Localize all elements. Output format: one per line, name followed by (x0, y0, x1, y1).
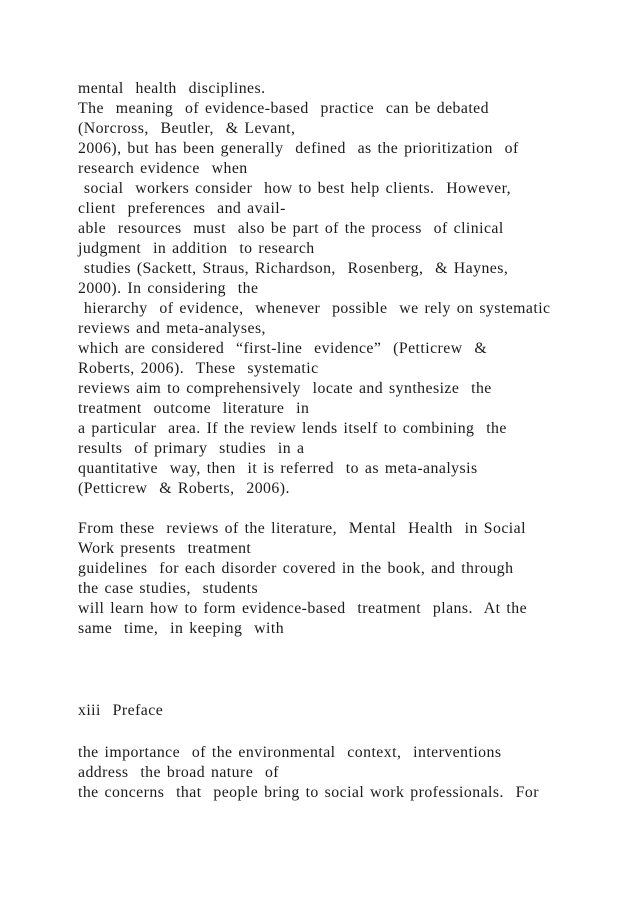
body-text-line: the importance of the environmental context, interventions (78, 744, 502, 761)
body-text-line: 2000). In considering the (78, 280, 259, 297)
body-text-line: (Petticrew & Roberts, 2006). (78, 480, 290, 497)
body-text-line: studies (Sackett, Straus, Richardson, Rosenberg, & Haynes, (78, 260, 509, 277)
body-text-line: treatment outcome literature in (78, 400, 310, 417)
body-text-line: From these reviews of the literature, Mental Health in Social (78, 520, 526, 537)
body-text-line: same time, in keeping with (78, 620, 285, 637)
body-text-line: Roberts, 2006). These systematic (78, 360, 319, 377)
body-text-line: able resources must also be part of the process of clinical (78, 220, 504, 237)
body-text-line: the case studies, students (78, 580, 259, 597)
body-text-line: results of primary studies in a (78, 440, 305, 457)
body-text-line: which are considered “first-line evidence” (Petticrew & (78, 340, 488, 357)
body-text-line: The meaning of evidence-based practice can be debated (78, 100, 489, 117)
body-text-line: address the broad nature of (78, 764, 280, 781)
body-text-line: reviews aim to comprehensively locate and synthesize the (78, 380, 492, 397)
body-text-line: will learn how to form evidence-based treatment plans. At the (78, 600, 528, 617)
body-text-line: (Norcross, Beutler, & Levant, (78, 120, 296, 137)
page-number-header: xiii Preface (78, 702, 164, 719)
body-text-line: hierarchy of evidence, whenever possible we rely on systematic (78, 300, 551, 317)
body-text-line: guidelines for each disorder covered in the book, and through (78, 560, 514, 577)
body-text-line: Work presents treatment (78, 540, 252, 557)
body-text-line: a particular area. If the review lends itself to combining the (78, 420, 507, 437)
body-text-line: social workers consider how to best help clients. However, (78, 180, 512, 197)
body-text-line: reviews and meta-analyses, (78, 320, 266, 337)
body-text-line: the concerns that people bring to social work professionals. For (78, 784, 539, 801)
body-text-line: judgment in addition to research (78, 240, 315, 257)
body-text-line: 2006), but has been generally defined as the prioritization of (78, 140, 519, 157)
body-text-line: quantitative way, then it is referred to as meta-analysis (78, 460, 478, 477)
body-text-line: client preferences and avail- (78, 200, 286, 217)
body-text-line: mental health disciplines. (78, 80, 266, 97)
body-text-line: research evidence when (78, 160, 248, 177)
